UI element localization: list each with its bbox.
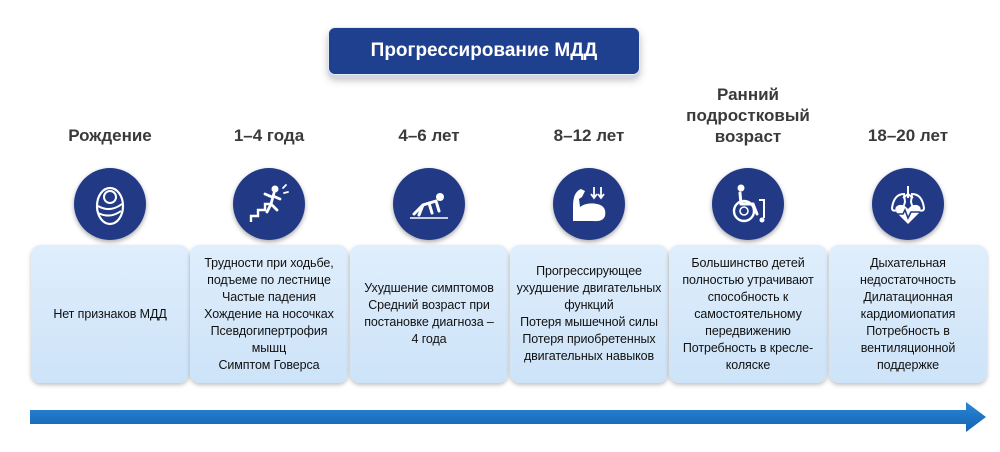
person-falling-stairs-icon xyxy=(233,168,305,240)
stage-card xyxy=(350,245,508,383)
stage-description: Прогрессирующее ухудшение двигательных функций Потеря мышечной силы Потеря приобретенных двигательных навыков xyxy=(516,264,662,363)
stage-description: Трудности при ходьбе, подъеме по лестнице Частые падения Хождение на носочках Псевдогипертрофия мышц Симптом Говерса xyxy=(204,255,334,372)
wheelchair-icon xyxy=(712,168,784,240)
stage-card xyxy=(31,245,189,383)
stage-card xyxy=(669,245,827,383)
stage-label: 18–20 лет xyxy=(867,126,949,145)
swaddled-baby-icon xyxy=(74,168,146,240)
weak-arm-muscle-icon xyxy=(553,168,625,240)
stage-card xyxy=(190,245,348,383)
person-crawling-icon xyxy=(393,168,465,240)
stage-label: Ранний подростковый возраст xyxy=(686,85,810,146)
stage-label: 4–6 лет xyxy=(398,126,460,145)
stage-label: 1–4 года xyxy=(233,126,305,145)
stage-label: 8–12 лет xyxy=(553,126,625,145)
timeline-arrow xyxy=(30,400,986,434)
stage-description: Большинство детей полностью утрачивают способность к самостоятельному передвижению Потребность в кресле- коляске xyxy=(682,255,814,372)
stage-description: Дыхательная недостаточность Дилатационная кардиомиопатия Потребность в вентиляционной поддержке xyxy=(860,255,956,372)
stage-card xyxy=(510,245,668,383)
lungs-heart-icon xyxy=(872,168,944,240)
stage-description: Нет признаков МДД xyxy=(53,306,167,321)
stage-description: Ухудшение симптомов Средний возраст при постановке диагноза – 4 года xyxy=(364,281,494,346)
stage-label: Рождение xyxy=(68,126,152,145)
diagram-title: Прогрессирование МДД xyxy=(328,27,640,75)
stage-card xyxy=(829,245,987,383)
